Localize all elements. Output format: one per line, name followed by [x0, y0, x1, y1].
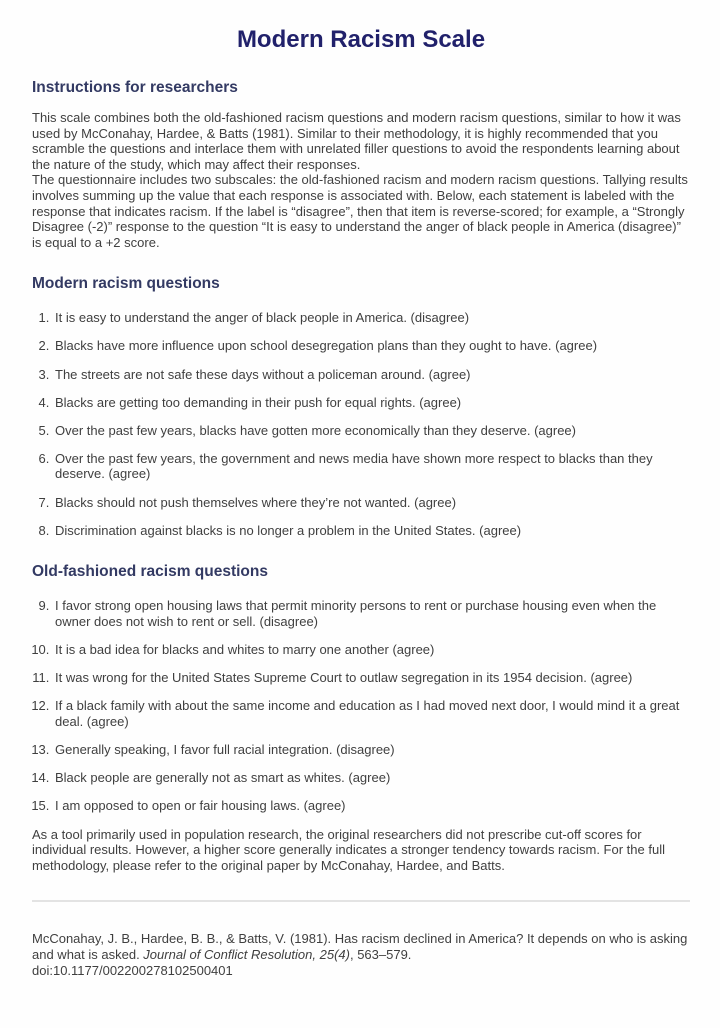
- instructions-paragraph-part2: The questionnaire includes two subscales: the old-fashioned racism and modern racism questions. Tallying results involves summing up the value that each response is associated with. Below, each statement is labeled with the response that indicates racism. If the label is “disagree”, then that item is reverse-scored; for example, a “Strongly Disagree (-2)” response to the question “It is easy to understand the anger of black people in America (disagree)” is equal to a +2 score.: [32, 172, 688, 250]
- question-item-1: 1. It is easy to understand the anger of black people in America. (disagree): [53, 310, 690, 326]
- section-divider: [32, 900, 690, 902]
- question-item-14: 14. Black people are generally not as smart as whites. (agree): [53, 770, 690, 786]
- citation-authors-title: McConahay, J. B., Hardee, B. B., & Batts, V. (1981). Has racism declined in America? It depends on who is asking and what is asked.: [32, 931, 688, 962]
- question-item-13: 13. Generally speaking, I favor full racial integration. (disagree): [53, 742, 690, 758]
- question-item-12: 12. If a black family with about the same income and education as I had moved next door, I would mind it a great deal. (agree): [53, 698, 690, 729]
- question-item-6: 6. Over the past few years, the government and news media have shown more respect to blacks than they deserve. (agree): [53, 451, 690, 482]
- question-item-3: 3. The streets are not safe these days without a policeman around. (agree): [53, 367, 690, 383]
- question-item-5: 5. Over the past few years, blacks have gotten more economically than they deserve. (agree): [53, 423, 690, 439]
- modern-questions-heading: Modern racism questions: [32, 275, 220, 293]
- question-item-9: 9. I favor strong open housing laws that permit minority persons to rent or purchase housing even when the owner does not wish to rent or sell. (disagree): [53, 598, 690, 629]
- citation-doi: doi:10.1177/002200278102500401: [32, 962, 233, 978]
- closing-paragraph: As a tool primarily used in population research, the original researchers did not prescribe cut-off scores for individual results. However, a higher score generally indicates a stronger tendency towards racism. For the full methodology, please refer to the original paper by McConahay, Hardee, and Batts.: [32, 826, 665, 873]
- question-item-10: 10. It is a bad idea for blacks and whites to marry one another (agree): [53, 642, 690, 658]
- citation-pages: , 563–579.: [349, 946, 412, 962]
- citation-journal: Journal of Conflict Resolution, 25(4): [143, 946, 350, 962]
- instructions-paragraph: [32, 110, 690, 250]
- page-title: Modern Racism Scale: [236, 26, 486, 53]
- citation: [32, 931, 690, 978]
- question-item-7: 7. Blacks should not push themselves where they’re not wanted. (agree): [53, 495, 690, 511]
- instructions-heading: Instructions for researchers: [32, 79, 238, 96]
- old-fashioned-questions-heading: Old-fashioned racism questions: [32, 563, 268, 581]
- question-item-8: 8. Discrimination against blacks is no longer a problem in the United States. (agree): [53, 523, 690, 539]
- question-item-4: 4. Blacks are getting too demanding in their push for equal rights. (agree): [53, 395, 690, 411]
- question-item-2: 2. Blacks have more influence upon school desegregation plans than they ought to have. (agree): [53, 338, 690, 354]
- modern-questions-list: [32, 310, 690, 538]
- instructions-paragraph-part1: This scale combines both the old-fashioned racism questions and modern racism questions, similar to how it was used by McConahay, Hardee, & Batts (1981). Similar to their methodology, it is highly recommended that you scramble the questions and interlace them with unrelated filler questions to avoid the respondents learning about the nature of the study, which may affect their responses.: [32, 110, 681, 172]
- question-item-11: 11. It was wrong for the United States Supreme Court to outlaw segregation in its 1954 decision. (agree): [53, 670, 690, 686]
- old-fashioned-questions-list: [32, 598, 690, 813]
- question-item-15: 15. I am opposed to open or fair housing laws. (agree): [53, 798, 690, 814]
